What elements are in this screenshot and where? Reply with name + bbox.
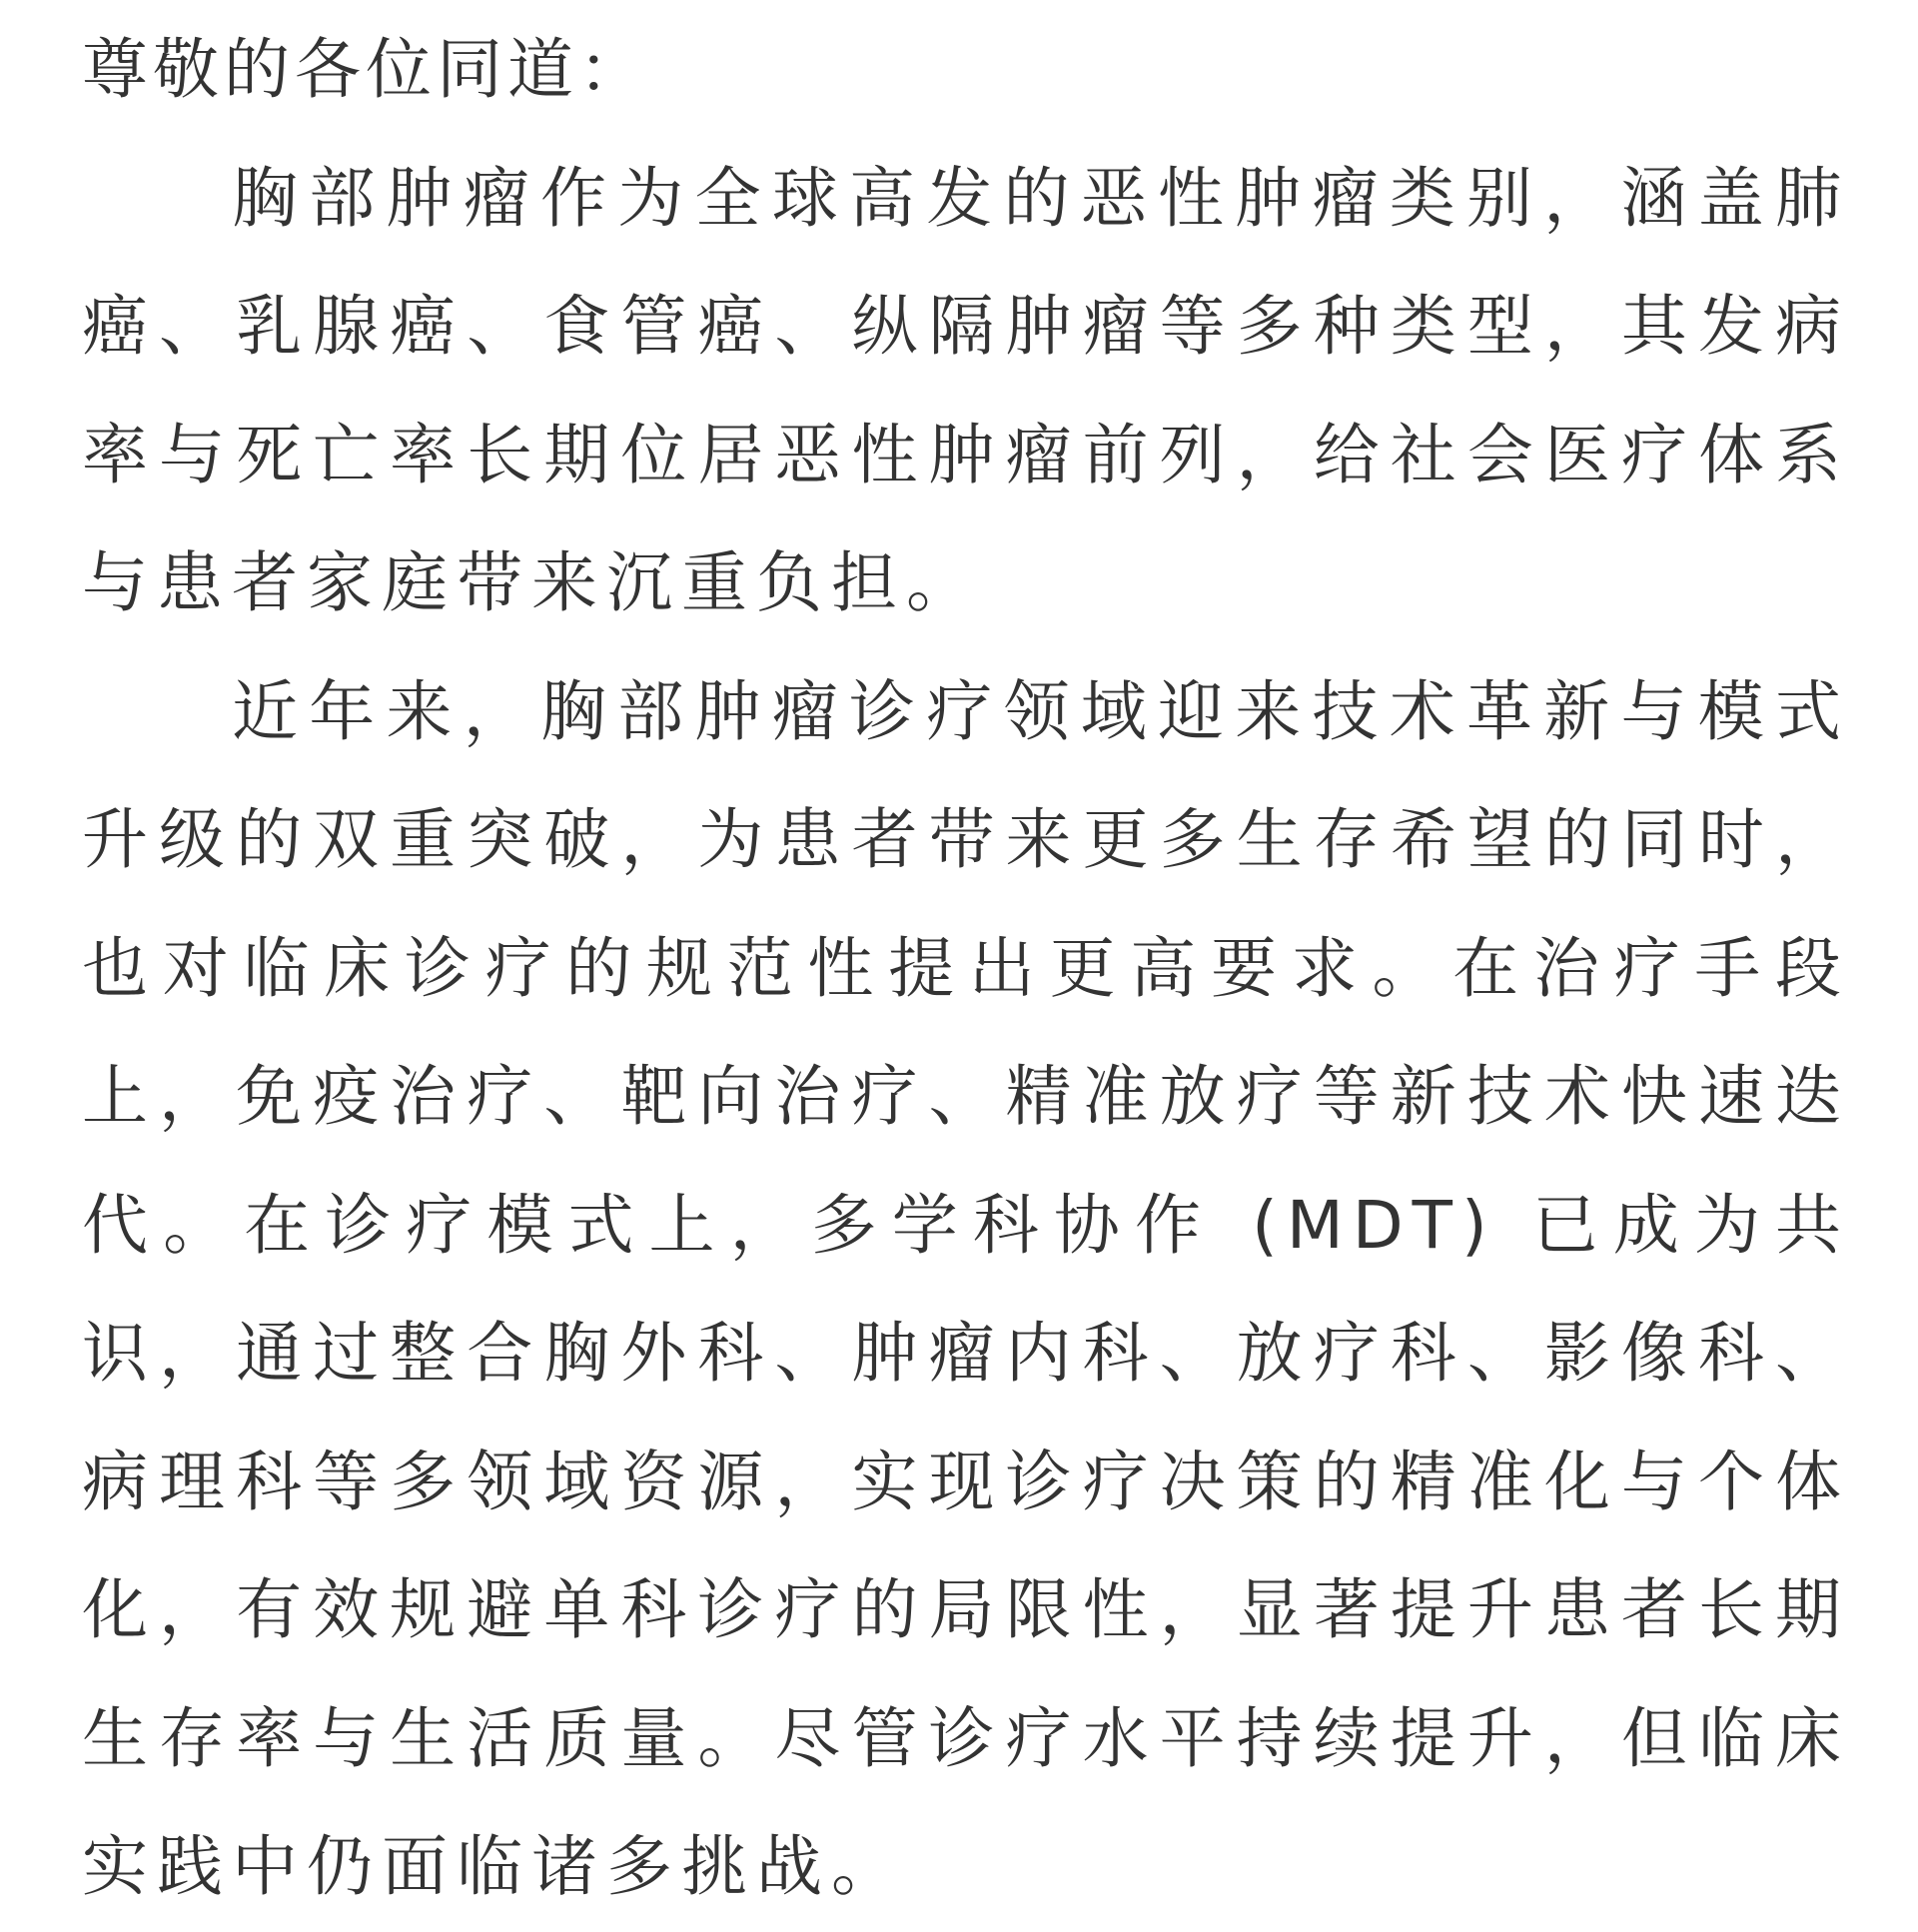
paragraph-1: 胸部肿瘤作为全球高发的恶性肿瘤类别，涵盖肺癌、乳腺癌、食管癌、纵隔肿瘤等多种类型，其发病率与死亡率长期位居恶性肿瘤前列，给社会医疗体系与患者家庭带来沉重负担。 [82,159,1850,621]
salutation: 尊敬的各位同道： [82,31,649,108]
letter-body [82,6,1850,1932]
paragraph-2: 近年来，胸部肿瘤诊疗领域迎来技术革新与模式升级的双重突破，为患者带来更多生存希望的同时，也对临床诊疗的规范性提出更高要求。在治疗手段上，免疫治疗、靶向治疗、精准放疗等新技术快速迭代。在诊疗模式上，多学科协作 (MDT) 已成为共识，通过整合胸外科、肿瘤内科、放疗科、影像科、病理科等多领域资源，实现诊疗决策的精准化与个体化，有效规避单科诊疗的局限性，显著提升患者长期生存率与生活质量。尽管诊疗水平持续提升，但临床实践中仍面临诸多挑战。 [82,672,1850,1905]
